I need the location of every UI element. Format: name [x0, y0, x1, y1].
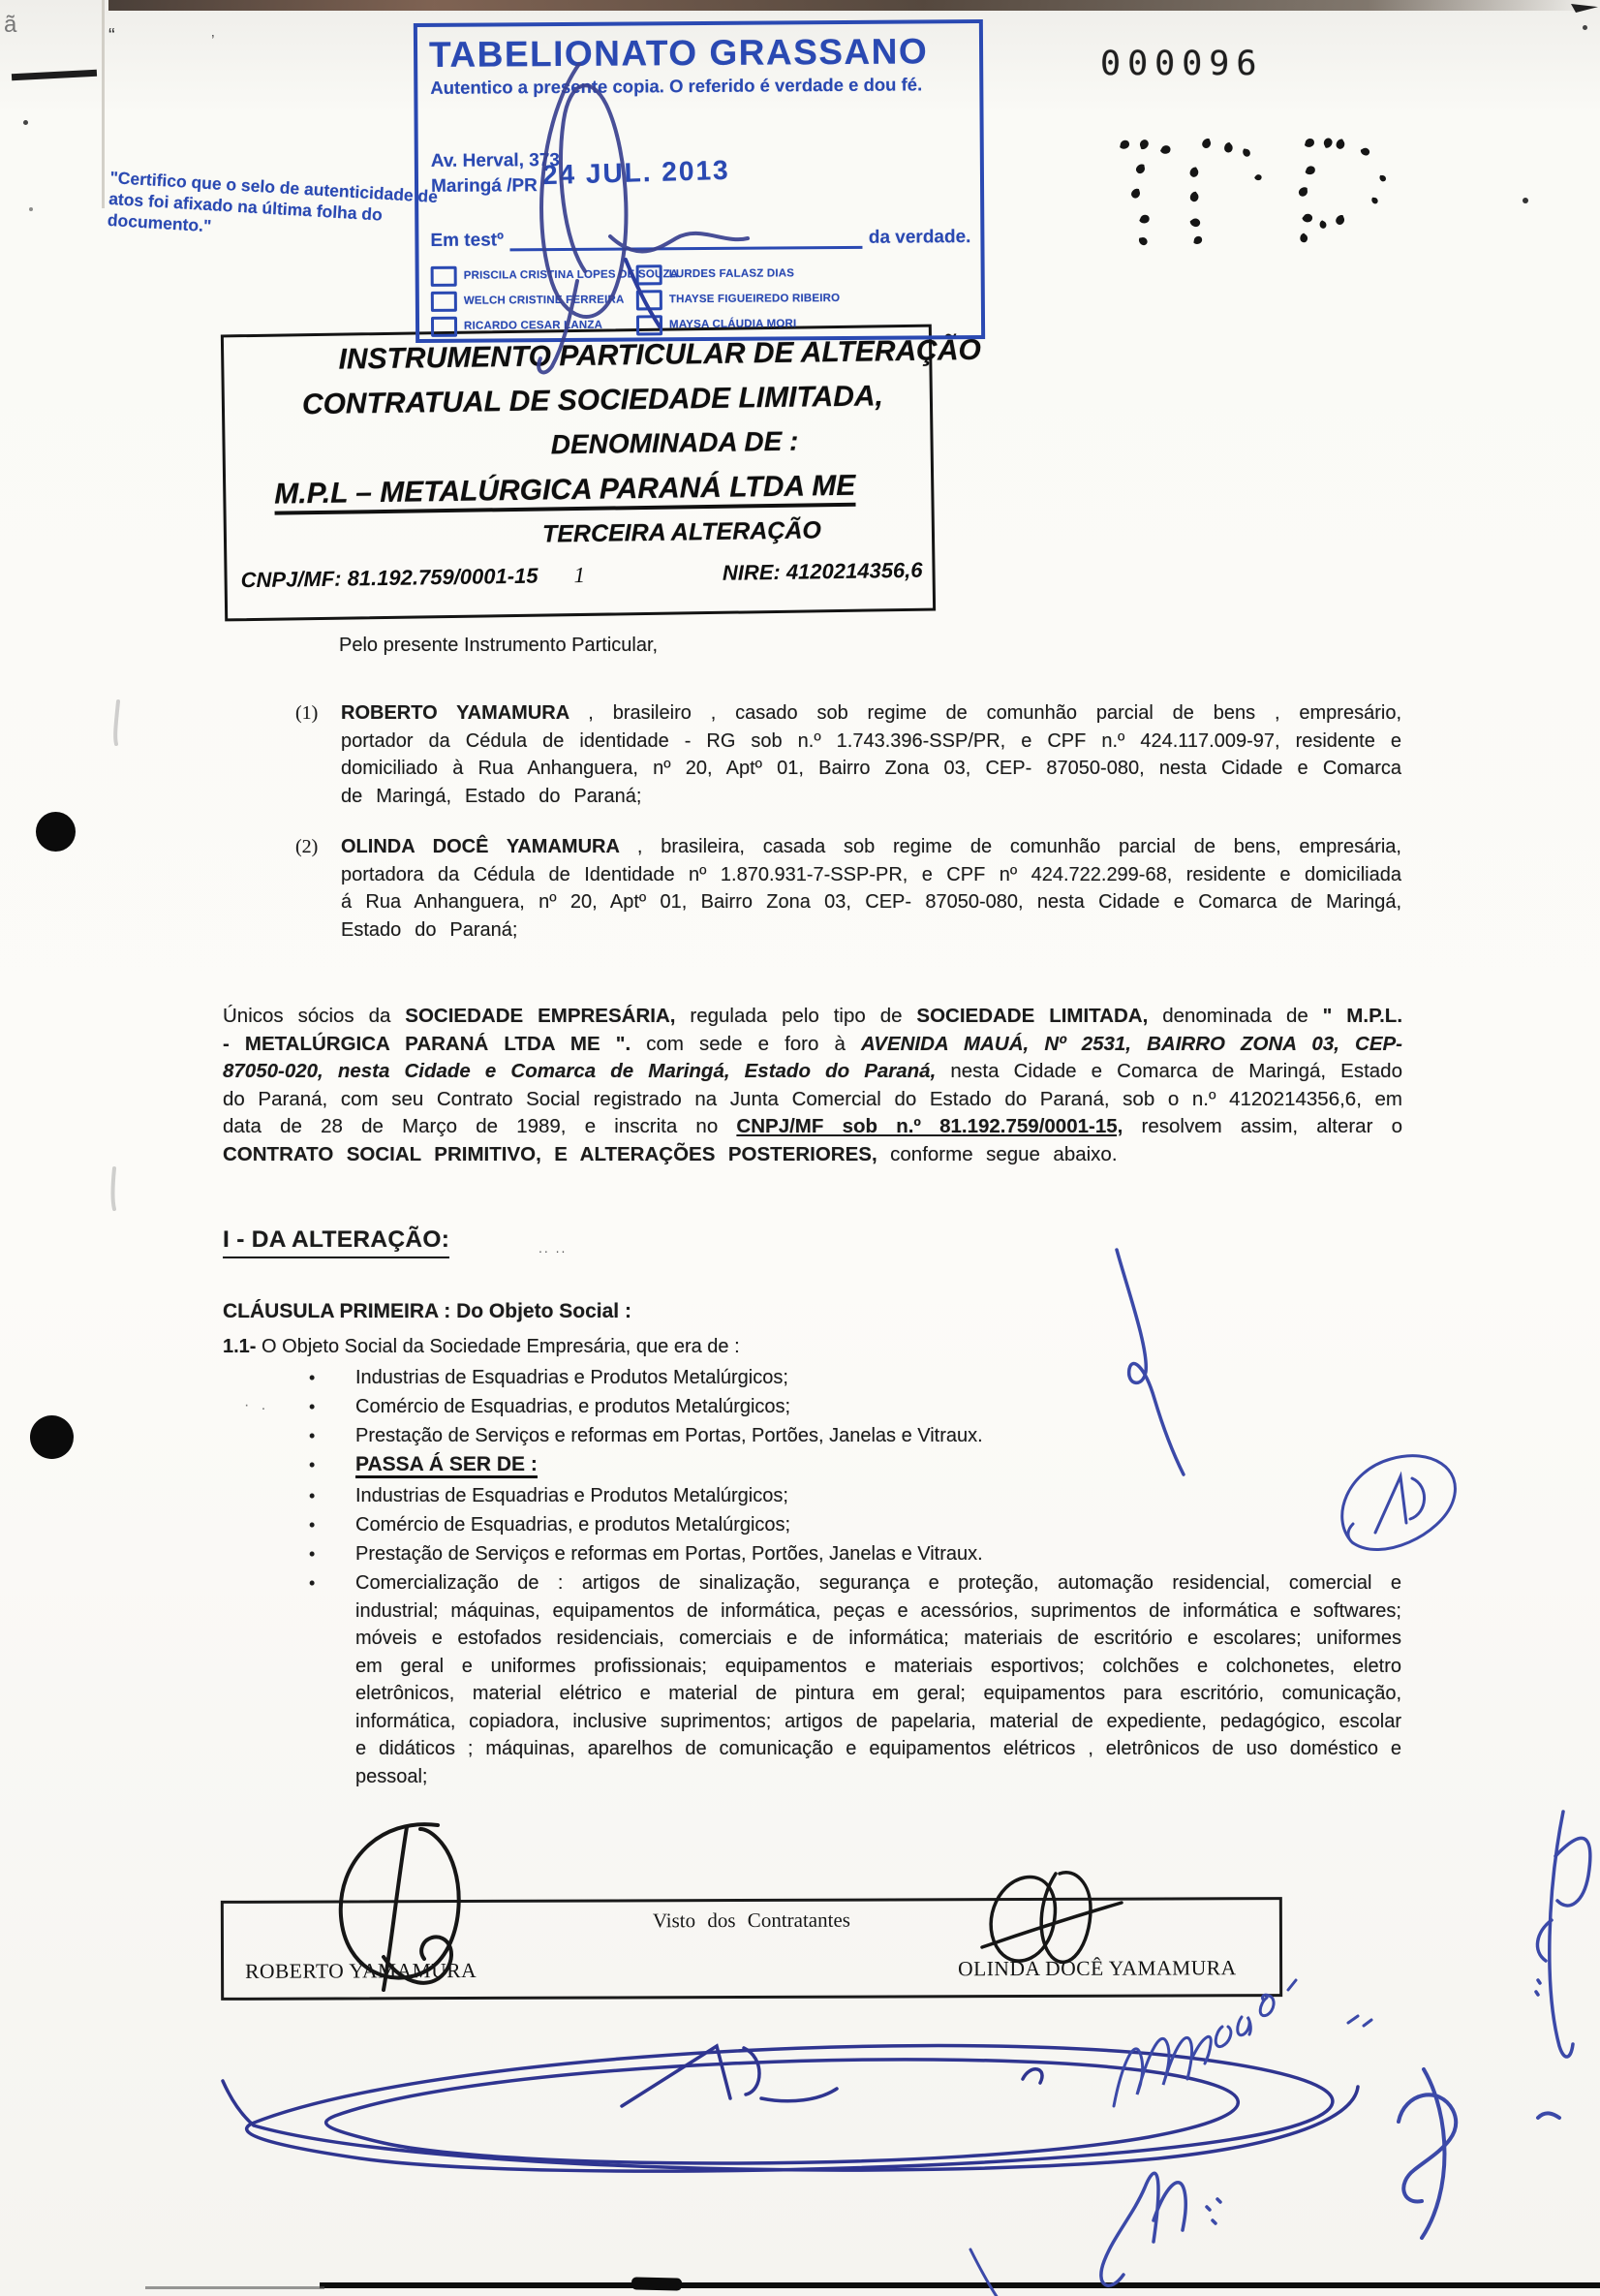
signer-name-roberto: ROBERTO YAMAMURA: [245, 1958, 477, 1983]
pen-slash-bottom: [970, 2249, 998, 2296]
checkbox-icon: [636, 315, 662, 335]
clause-item-1-1: 1.1- O Objeto Social da Sociedade Empresária, que era de :: [223, 1336, 740, 1357]
signature-line: [509, 231, 863, 252]
clerk-checklist: [431, 260, 976, 339]
bullet-icon: [295, 1569, 355, 1790]
party-1-text: ROBERTO YAMAMURA , brasileiro , casado sob regime de comunhão parcial de bens , empresário, portador da Cédula de identidade - RG sob n.º 1.743.396-SSP/PR, e CPF n.º 424.117.009-97, residente e domiciliado à Rua Anhanguera, nº 20, Aptº 01, Bairro Zona 03, CEP- 87050-080, nesta Cidade e Comarca de Maringá, Estado do Paraná;: [341, 702, 1401, 807]
serial-number: 000096: [1100, 45, 1264, 83]
title-line-3: DENOMINADA DE :: [550, 425, 799, 460]
scan-left-edge: [102, 0, 105, 208]
hole-punch: [36, 812, 76, 852]
witness-suffix: da verdade.: [868, 227, 971, 248]
stray-dot: [23, 120, 28, 125]
notary-address: Av. Herval, 373 Maringá /PR: [430, 150, 561, 197]
pen-mark-right: [1536, 1812, 1590, 2057]
party-1-paragraph: [295, 699, 1401, 810]
bullet-icon: [295, 1422, 355, 1450]
bullet-icon: [295, 1451, 355, 1479]
clerk-name: PRISCILA CRISTINA LOPES DE SOUZA: [463, 268, 679, 282]
handwriting-flourish: [1399, 2069, 1559, 2238]
bullet-item: • Prestação de Serviços e reformas em Portas, Portões, Janelas e Vitraux.: [295, 1540, 1401, 1568]
scan-bottom-edge: [320, 2282, 1600, 2288]
clerk-name: MAYSA CLÁUDIA MORI: [668, 318, 797, 331]
visto-label: Visto dos Contratantes: [652, 1908, 850, 1933]
stray-dots: .. ..: [538, 1240, 568, 1256]
date-stamp: 24 JUL. 2013: [541, 154, 730, 191]
stray-dash: [12, 70, 97, 81]
cnpj-number: CNPJ/MF: 81.192.759/0001-15: [240, 563, 538, 593]
handwriting-initials: [1101, 2173, 1220, 2285]
page-number: 1: [573, 562, 586, 588]
bullet-item-long: • Comercialização de : artigos de sinalização, segurança e proteção, automação residencial, comercial e industrial; máquinas, equipamentos de informática, peças e acessórios, suprimentos de informática e softwares; móveis e estofados residenciais, comerciais e de informática; materiais de escritório e escolares; uniformes em geral e uniformes profissionais; equipamentos e materiais esportivos; colchões e colchonetes, eletro eletrônicos, material elétrico e material de pintura em geral; equipamentos para escritório, comunicação, informática, copiadora, inclusive suprimentos; artigos de papelaria, material de expediente, pedagógico, escolar e didáticos ; máquinas, aparelhos de comunicação e equipamentos elétricos , eletrônicos de uso doméstico e pessoal;: [295, 1569, 1401, 1790]
bullet-item: • Prestação de Serviços e reformas em Portas, Portões, Janelas e Vitraux.: [295, 1422, 1401, 1450]
checkbox-icon: [636, 290, 662, 310]
scan-bottom-edge: [145, 2286, 324, 2289]
stray-dot: [1523, 198, 1528, 203]
handwriting-marcio: [1114, 1980, 1371, 2106]
bullet-icon: [295, 1482, 355, 1510]
stray-mark: ã: [4, 12, 17, 38]
company-name: M.P.L – METALÚRGICA PARANÁ LTDA ME: [212, 469, 917, 512]
checkbox-icon: [431, 265, 457, 286]
bullet-icon: [295, 1393, 355, 1421]
clerk-name: THAYSE FIGUEIREDO RIBEIRO: [668, 292, 841, 306]
notary-name: TABELIONATO GRASSANO: [428, 31, 929, 75]
hole-punch: [30, 1415, 74, 1459]
stray-dots: · .: [244, 1397, 270, 1413]
nire-number: NIRE: 4120214356,6: [722, 557, 923, 585]
party-2-number: (2): [295, 836, 319, 857]
party-1-number: (1): [295, 702, 319, 724]
margin-smudges: [113, 701, 119, 1209]
witness-line: [430, 227, 970, 252]
bullet-icon: [295, 1364, 355, 1392]
stray-dot: [29, 207, 33, 211]
party-2-paragraph: [295, 833, 1401, 944]
section-heading: I - DA ALTERAÇÃO:: [223, 1226, 449, 1258]
notary-certify-line: Autentico a presente copia. O referido é verdade e dou fé.: [430, 74, 923, 98]
bullet-icon: [295, 1540, 355, 1568]
signature-ellipse: [223, 2046, 1358, 2172]
bullet-icon: [295, 1511, 355, 1539]
intro-line: Pelo presente Instrumento Particular,: [339, 635, 659, 656]
scan-top-edge: [108, 0, 1590, 11]
clerk-name: WELCH CRISTINE FERREIRA: [463, 294, 625, 307]
witness-prefix: Em testº: [430, 230, 505, 251]
bullet-item: • Industrias de Esquadrias e Produtos Metalúrgicos;: [295, 1364, 1401, 1392]
checkbox-icon: [431, 316, 457, 336]
checkbox-icon: [431, 291, 457, 311]
signature-box: [221, 1897, 1282, 2001]
bullet-item: • Comércio de Esquadrias, e produtos Metalúrgicos;: [295, 1393, 1401, 1421]
title-subtitle: TERCEIRA ALTERAÇÃO: [541, 516, 822, 548]
partners-paragraph: Únicos sócios da SOCIEDADE EMPRESÁRIA, regulada pelo tipo de SOCIEDADE LIMITADA, denominada de " M.P.L. - METALÚRGICA PARANÁ LTDA ME ". com sede e foro à AVENIDA MAUÁ, Nº 2531, BAIRRO ZONA 03, CEP- 87050-020, nesta Cidade e Comarca de Maringá, Estado do Paraná, nesta Cidade e Comarca de Maringá, Estado do Paraná, com seu Contrato Social registrado na Junta Comercial do Estado do Paraná, sob o n.º 4120214356,6, em data de 28 de Março de 1989, e inscrita no CNPJ/MF sob n.º 81.192.759/0001-15, resolvem assim, alterar o CONTRATO SOCIAL PRIMITIVO, E ALTERAÇÕES POSTERIORES, conforme segue abaixo.: [223, 1005, 1403, 1165]
stray-mark: “: [108, 25, 115, 47]
signer-name-olinda: OLINDA DOCÊ YAMAMURA: [958, 1956, 1237, 1981]
title-line-2: CONTRATUAL DE SOCIEDADE LIMITADA,: [301, 380, 884, 421]
party-2-text: OLINDA DOCÊ YAMAMURA , brasileira, casada sob regime de comunhão parcial de bens, empresária, portadora da Cédula de Identidade nº 1.870.931-7-SSP-PR, e CPF nº 424.722.299-68, residente e domiciliada á Rua Anhanguera, nº 20, Aptº 01, Bairro Zona 03, CEP- 87050-080, nesta Cidade e Comarca de Maringá, Estado do Paraná;: [341, 836, 1401, 941]
passa-heading: • PASSA Á SER DE :: [295, 1451, 1401, 1479]
clerk-name: RICARDO CESAR LANZA: [463, 319, 603, 332]
bullet-item: • Comércio de Esquadrias, e produtos Metalúrgicos;: [295, 1511, 1401, 1539]
scan-bottom-blob: [631, 2277, 682, 2290]
checkbox-icon: [636, 264, 662, 285]
clerk-name: LURDES FALASZ DIAS: [668, 267, 795, 281]
bullet-item: • Industrias de Esquadrias e Produtos Metalúrgicos;: [295, 1482, 1401, 1510]
stray-mark: ’: [211, 33, 215, 49]
title-line-1: INSTRUMENTO PARTICULAR DE ALTERAÇÃO: [338, 333, 982, 376]
stray-dot: [1583, 25, 1587, 30]
margin-certification-note: "Certifico que o selo de autenticidade de atos foi afixado na última folha do documento.": [107, 167, 439, 236]
clause-heading: CLÁUSULA PRIMEIRA : Do Objeto Social :: [223, 1300, 631, 1322]
notary-stamp: [414, 19, 985, 343]
title-block: [221, 325, 982, 622]
perforation-marks: [1120, 137, 1386, 246]
